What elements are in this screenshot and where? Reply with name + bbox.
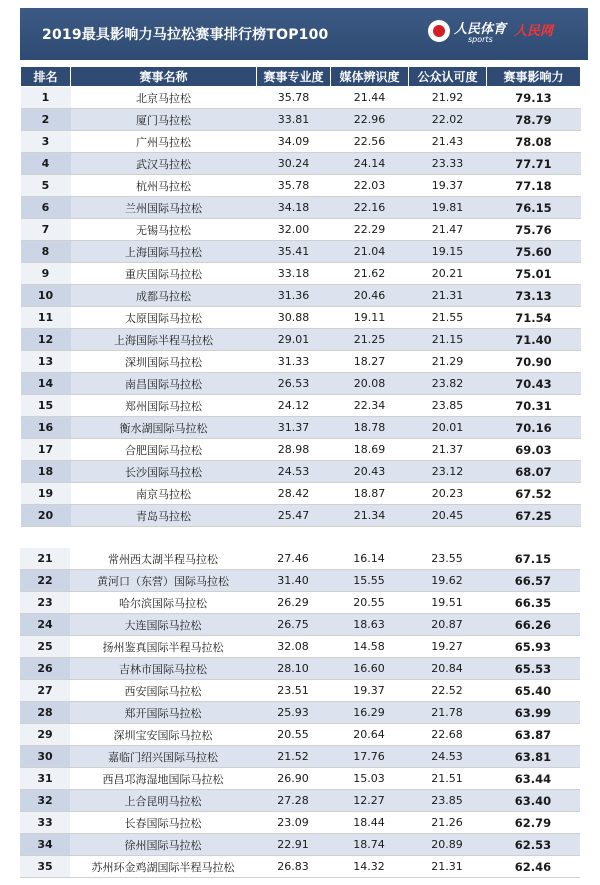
public-score-cell: 22.52 [408, 680, 486, 702]
public-score-cell: 20.23 [409, 483, 487, 505]
rank-cell: 30 [20, 746, 70, 768]
ranking-table-top20 [20, 66, 581, 527]
table-row [21, 351, 581, 373]
event-name-cell: 太原国际马拉松 [71, 307, 257, 329]
professional-score-cell: 24.53 [257, 461, 331, 483]
public-score-cell: 22.68 [408, 724, 486, 746]
professional-score-cell: 29.01 [257, 329, 331, 351]
public-score-cell: 23.12 [409, 461, 487, 483]
influence-score-cell: 71.54 [487, 307, 581, 329]
rank-cell: 23 [20, 592, 70, 614]
table-row [21, 131, 581, 153]
influence-score-cell: 67.52 [487, 483, 581, 505]
professional-score-cell: 28.42 [257, 483, 331, 505]
ranking-table-21-35 [20, 548, 580, 878]
table-row [20, 856, 580, 878]
rank-cell: 29 [20, 724, 70, 746]
public-score-cell: 23.55 [408, 548, 486, 570]
public-score-cell: 23.85 [409, 395, 487, 417]
public-score-cell: 23.33 [409, 153, 487, 175]
table-row [20, 768, 580, 790]
table-row [21, 219, 581, 241]
rank-cell: 21 [20, 548, 70, 570]
event-name-cell: 大连国际马拉松 [70, 614, 256, 636]
event-name-cell: 武汉马拉松 [71, 153, 257, 175]
event-name-cell: 西昌邛海湿地国际马拉松 [70, 768, 256, 790]
table-row [21, 483, 581, 505]
media-score-cell: 12.27 [330, 790, 408, 812]
event-name-cell: 杭州马拉松 [71, 175, 257, 197]
public-score-cell: 24.53 [408, 746, 486, 768]
public-score-cell: 20.89 [408, 834, 486, 856]
rank-cell: 16 [21, 417, 71, 439]
event-name-cell: 常州西太湖半程马拉松 [70, 548, 256, 570]
column-header-media: 媒体辨识度 [331, 67, 409, 87]
event-name-cell: 吉林市国际马拉松 [70, 658, 256, 680]
rank-cell: 13 [21, 351, 71, 373]
table-row [20, 790, 580, 812]
table-row [21, 109, 581, 131]
professional-score-cell: 23.51 [256, 680, 330, 702]
public-score-cell: 21.31 [408, 856, 486, 878]
professional-score-cell: 30.88 [257, 307, 331, 329]
table-row [20, 812, 580, 834]
public-score-cell: 20.84 [408, 658, 486, 680]
influence-score-cell: 63.40 [486, 790, 580, 812]
professional-score-cell: 31.36 [257, 285, 331, 307]
professional-score-cell: 25.93 [256, 702, 330, 724]
influence-score-cell: 66.35 [486, 592, 580, 614]
media-score-cell: 15.03 [330, 768, 408, 790]
table-row [20, 658, 580, 680]
professional-score-cell: 23.09 [256, 812, 330, 834]
professional-score-cell: 21.52 [256, 746, 330, 768]
event-name-cell: 上合昆明马拉松 [70, 790, 256, 812]
public-score-cell: 21.31 [409, 285, 487, 307]
table-row [21, 197, 581, 219]
table-row [20, 548, 580, 570]
rank-cell: 33 [20, 812, 70, 834]
table-row [21, 373, 581, 395]
people-sports-logo [428, 18, 514, 48]
influence-score-cell: 67.15 [486, 548, 580, 570]
rank-cell: 27 [20, 680, 70, 702]
event-name-cell: 长沙国际马拉松 [71, 461, 257, 483]
rank-cell: 19 [21, 483, 71, 505]
media-score-cell: 21.34 [331, 505, 409, 527]
public-score-cell: 21.15 [409, 329, 487, 351]
rank-cell: 18 [21, 461, 71, 483]
table-row [21, 461, 581, 483]
media-score-cell: 20.08 [331, 373, 409, 395]
professional-score-cell: 24.12 [257, 395, 331, 417]
table-row [20, 614, 580, 636]
influence-score-cell: 65.53 [486, 658, 580, 680]
influence-score-cell: 63.99 [486, 702, 580, 724]
event-name-cell: 上海国际马拉松 [71, 241, 257, 263]
event-name-cell: 南京马拉松 [71, 483, 257, 505]
media-score-cell: 21.62 [331, 263, 409, 285]
media-score-cell: 20.43 [331, 461, 409, 483]
rank-cell: 15 [21, 395, 71, 417]
event-name-cell: 成都马拉松 [71, 285, 257, 307]
media-score-cell: 16.29 [330, 702, 408, 724]
media-score-cell: 18.44 [330, 812, 408, 834]
influence-score-cell: 75.01 [487, 263, 581, 285]
influence-score-cell: 75.76 [487, 219, 581, 241]
influence-score-cell: 71.40 [487, 329, 581, 351]
professional-score-cell: 25.47 [257, 505, 331, 527]
people-logo-icon [428, 20, 450, 42]
professional-score-cell: 20.55 [256, 724, 330, 746]
table-row [20, 636, 580, 658]
table-row [21, 307, 581, 329]
influence-score-cell: 78.79 [487, 109, 581, 131]
professional-score-cell: 33.18 [257, 263, 331, 285]
media-score-cell: 18.63 [330, 614, 408, 636]
influence-score-cell: 70.31 [487, 395, 581, 417]
rank-cell: 24 [20, 614, 70, 636]
title-banner [20, 8, 588, 60]
media-score-cell: 21.44 [331, 87, 409, 109]
rank-cell: 7 [21, 219, 71, 241]
media-score-cell: 21.04 [331, 241, 409, 263]
professional-score-cell: 35.78 [257, 175, 331, 197]
public-score-cell: 19.15 [409, 241, 487, 263]
table-row [21, 329, 581, 351]
public-score-cell: 19.27 [408, 636, 486, 658]
public-score-cell: 21.26 [408, 812, 486, 834]
rank-cell: 22 [20, 570, 70, 592]
rank-cell: 8 [21, 241, 71, 263]
professional-score-cell: 26.53 [257, 373, 331, 395]
influence-score-cell: 76.15 [487, 197, 581, 219]
event-name-cell: 西安国际马拉松 [70, 680, 256, 702]
media-score-cell: 14.58 [330, 636, 408, 658]
rank-cell: 6 [21, 197, 71, 219]
table-row [20, 834, 580, 856]
influence-score-cell: 68.07 [487, 461, 581, 483]
public-score-cell: 20.21 [409, 263, 487, 285]
rank-cell: 32 [20, 790, 70, 812]
public-score-cell: 19.37 [409, 175, 487, 197]
professional-score-cell: 28.10 [256, 658, 330, 680]
public-score-cell: 21.78 [408, 702, 486, 724]
professional-score-cell: 26.29 [256, 592, 330, 614]
event-name-cell: 长春国际马拉松 [70, 812, 256, 834]
public-score-cell: 21.47 [409, 219, 487, 241]
table-row [21, 263, 581, 285]
influence-score-cell: 78.08 [487, 131, 581, 153]
rank-cell: 5 [21, 175, 71, 197]
public-score-cell: 23.85 [408, 790, 486, 812]
influence-score-cell: 66.57 [486, 570, 580, 592]
professional-score-cell: 27.28 [256, 790, 330, 812]
professional-score-cell: 27.46 [256, 548, 330, 570]
influence-score-cell: 62.46 [486, 856, 580, 878]
media-score-cell: 22.03 [331, 175, 409, 197]
table-body-top20 [21, 87, 581, 527]
rank-cell: 12 [21, 329, 71, 351]
professional-score-cell: 31.40 [256, 570, 330, 592]
professional-score-cell: 30.24 [257, 153, 331, 175]
influence-score-cell: 63.81 [486, 746, 580, 768]
influence-score-cell: 65.93 [486, 636, 580, 658]
influence-score-cell: 75.60 [487, 241, 581, 263]
media-score-cell: 22.16 [331, 197, 409, 219]
event-name-cell: 厦门马拉松 [71, 109, 257, 131]
rank-cell: 14 [21, 373, 71, 395]
media-score-cell: 18.27 [331, 351, 409, 373]
event-name-cell: 徐州国际马拉松 [70, 834, 256, 856]
event-name-cell: 北京马拉松 [71, 87, 257, 109]
professional-score-cell: 28.98 [257, 439, 331, 461]
influence-score-cell: 73.13 [487, 285, 581, 307]
professional-score-cell: 26.83 [256, 856, 330, 878]
professional-score-cell: 35.41 [257, 241, 331, 263]
table-row [20, 702, 580, 724]
professional-score-cell: 31.37 [257, 417, 331, 439]
public-score-cell: 23.82 [409, 373, 487, 395]
rank-cell: 26 [20, 658, 70, 680]
table-body-21-35 [20, 548, 580, 878]
rank-cell: 10 [21, 285, 71, 307]
public-score-cell: 21.51 [408, 768, 486, 790]
media-score-cell: 22.29 [331, 219, 409, 241]
table-row [21, 395, 581, 417]
influence-score-cell: 66.26 [486, 614, 580, 636]
event-name-cell: 郑开国际马拉松 [70, 702, 256, 724]
media-score-cell: 16.60 [330, 658, 408, 680]
media-score-cell: 21.25 [331, 329, 409, 351]
rank-cell: 34 [20, 834, 70, 856]
table-row [20, 570, 580, 592]
influence-score-cell: 63.44 [486, 768, 580, 790]
influence-score-cell: 77.18 [487, 175, 581, 197]
media-score-cell: 18.69 [331, 439, 409, 461]
event-name-cell: 哈尔滨国际马拉松 [70, 592, 256, 614]
event-name-cell: 苏州环金鸡湖国际半程马拉松 [70, 856, 256, 878]
logo1-text: 人民体育 [454, 22, 507, 37]
rank-cell: 11 [21, 307, 71, 329]
event-name-cell: 衡水湖国际马拉松 [71, 417, 257, 439]
rank-cell: 25 [20, 636, 70, 658]
rank-cell: 4 [21, 153, 71, 175]
event-name-cell: 青岛马拉松 [71, 505, 257, 527]
influence-score-cell: 69.03 [487, 439, 581, 461]
media-score-cell: 15.55 [330, 570, 408, 592]
table-row [20, 746, 580, 768]
media-score-cell: 18.87 [331, 483, 409, 505]
media-score-cell: 22.34 [331, 395, 409, 417]
public-score-cell: 21.43 [409, 131, 487, 153]
media-score-cell: 19.11 [331, 307, 409, 329]
people-net-logo [514, 20, 590, 50]
public-score-cell: 19.62 [408, 570, 486, 592]
professional-score-cell: 31.33 [257, 351, 331, 373]
rank-cell: 35 [20, 856, 70, 878]
media-score-cell: 14.32 [330, 856, 408, 878]
media-score-cell: 22.56 [331, 131, 409, 153]
media-score-cell: 17.76 [330, 746, 408, 768]
column-header-pro: 赛事专业度 [257, 67, 331, 87]
event-name-cell: 无锡马拉松 [71, 219, 257, 241]
column-header-name: 赛事名称 [71, 67, 257, 87]
professional-score-cell: 34.18 [257, 197, 331, 219]
table-header-row [21, 67, 581, 87]
influence-score-cell: 79.13 [487, 87, 581, 109]
event-name-cell: 扬州鉴真国际半程马拉松 [70, 636, 256, 658]
influence-score-cell: 70.43 [487, 373, 581, 395]
table-row [21, 87, 581, 109]
professional-score-cell: 32.08 [256, 636, 330, 658]
media-score-cell: 24.14 [331, 153, 409, 175]
event-name-cell: 黄河口（东营）国际马拉松 [70, 570, 256, 592]
table-row [20, 724, 580, 746]
table-row [20, 592, 580, 614]
media-score-cell: 19.37 [330, 680, 408, 702]
event-name-cell: 深圳国际马拉松 [71, 351, 257, 373]
public-score-cell: 20.01 [409, 417, 487, 439]
influence-score-cell: 62.53 [486, 834, 580, 856]
event-name-cell: 深圳宝安国际马拉松 [70, 724, 256, 746]
public-score-cell: 21.55 [409, 307, 487, 329]
media-score-cell: 20.46 [331, 285, 409, 307]
professional-score-cell: 32.00 [257, 219, 331, 241]
public-score-cell: 21.29 [409, 351, 487, 373]
influence-score-cell: 70.90 [487, 351, 581, 373]
professional-score-cell: 33.81 [257, 109, 331, 131]
table-row [21, 505, 581, 527]
rank-cell: 17 [21, 439, 71, 461]
column-header-rank: 排名 [21, 67, 71, 87]
column-header-influence: 赛事影响力 [487, 67, 581, 87]
table-row [21, 285, 581, 307]
professional-score-cell: 22.91 [256, 834, 330, 856]
table-row [21, 439, 581, 461]
rank-cell: 3 [21, 131, 71, 153]
influence-score-cell: 63.87 [486, 724, 580, 746]
public-score-cell: 21.37 [409, 439, 487, 461]
public-score-cell: 19.81 [409, 197, 487, 219]
public-score-cell: 20.45 [409, 505, 487, 527]
public-score-cell: 22.02 [409, 109, 487, 131]
table-row [20, 680, 580, 702]
rank-cell: 9 [21, 263, 71, 285]
influence-score-cell: 65.40 [486, 680, 580, 702]
media-score-cell: 22.96 [331, 109, 409, 131]
rank-cell: 20 [21, 505, 71, 527]
column-header-public: 公众认可度 [409, 67, 487, 87]
public-score-cell: 21.92 [409, 87, 487, 109]
influence-score-cell: 70.16 [487, 417, 581, 439]
logo1-sub: sports [468, 35, 493, 44]
rank-cell: 2 [21, 109, 71, 131]
media-score-cell: 18.74 [330, 834, 408, 856]
table-row [21, 417, 581, 439]
event-name-cell: 上海国际半程马拉松 [71, 329, 257, 351]
professional-score-cell: 34.09 [257, 131, 331, 153]
professional-score-cell: 26.90 [256, 768, 330, 790]
professional-score-cell: 35.78 [257, 87, 331, 109]
event-name-cell: 兰州国际马拉松 [71, 197, 257, 219]
influence-score-cell: 77.71 [487, 153, 581, 175]
logo2-text: 人民网 [514, 24, 554, 39]
table-row [21, 175, 581, 197]
media-score-cell: 20.64 [330, 724, 408, 746]
page-title: 2019最具影响力马拉松赛事排行榜TOP100 [42, 27, 329, 43]
public-score-cell: 20.87 [408, 614, 486, 636]
rank-cell: 31 [20, 768, 70, 790]
influence-score-cell: 62.79 [486, 812, 580, 834]
rank-cell: 28 [20, 702, 70, 724]
event-name-cell: 郑州国际马拉松 [71, 395, 257, 417]
event-name-cell: 合肥国际马拉松 [71, 439, 257, 461]
event-name-cell: 重庆国际马拉松 [71, 263, 257, 285]
event-name-cell: 嘉临门绍兴国际马拉松 [70, 746, 256, 768]
media-score-cell: 16.14 [330, 548, 408, 570]
media-score-cell: 20.55 [330, 592, 408, 614]
event-name-cell: 南昌国际马拉松 [71, 373, 257, 395]
influence-score-cell: 67.25 [487, 505, 581, 527]
media-score-cell: 18.78 [331, 417, 409, 439]
table-row [21, 153, 581, 175]
public-score-cell: 19.51 [408, 592, 486, 614]
event-name-cell: 广州马拉松 [71, 131, 257, 153]
professional-score-cell: 26.75 [256, 614, 330, 636]
rank-cell: 1 [21, 87, 71, 109]
table-row [21, 241, 581, 263]
